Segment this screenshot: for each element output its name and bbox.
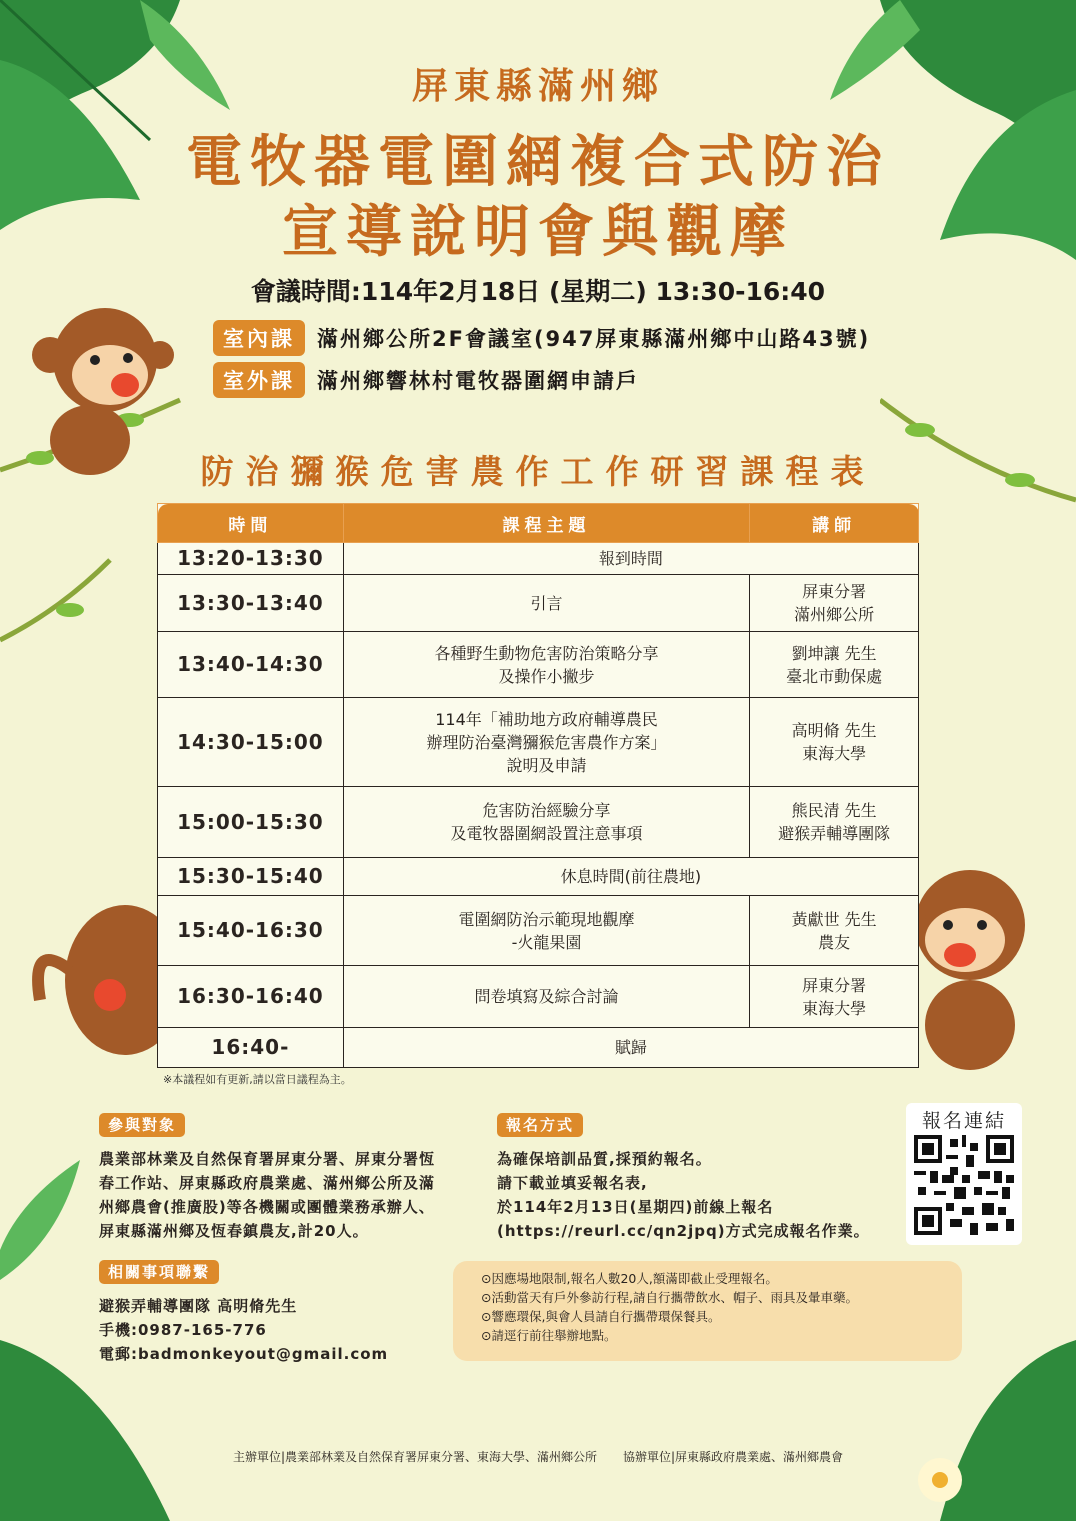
row-time: 13:30-13:40	[158, 575, 344, 632]
header-topic: 課程主題	[343, 504, 749, 543]
row-topic: 各種野生動物危害防治策略分享 及操作小撇步	[343, 632, 749, 698]
location-text: 滿州鄉響林村電牧器圍網申請戶	[317, 369, 639, 393]
registration-link[interactable]: (https://reurl.cc/qn2jpq)方式完成報名作業。	[497, 1222, 870, 1240]
row-time: 15:00-15:30	[158, 787, 344, 858]
table-row	[158, 1028, 919, 1068]
row-speaker: 熊民清 先生 避猴弄輔導團隊	[750, 787, 919, 858]
footer-co-organizer: 協辦單位|屏東縣政府農業處、滿州鄉農會	[623, 1450, 844, 1464]
table-row	[158, 858, 919, 896]
table-row	[158, 787, 919, 858]
location-tag: 室內課	[213, 320, 305, 356]
contact-tag: 相關事項聯繫	[99, 1260, 219, 1284]
table-row	[158, 896, 919, 966]
contact-name: 避猴弄輔導團隊 高明脩先生	[99, 1297, 298, 1315]
registration-line: 於114年2月13日(星期四)前線上報名	[497, 1198, 774, 1216]
location-tag: 室外課	[213, 362, 305, 398]
table-row	[158, 575, 919, 632]
row-time: 16:30-16:40	[158, 966, 344, 1028]
participants-line: 屏東縣滿州鄉及恆春鎮農友,計20人。	[99, 1222, 369, 1240]
row-time: 15:40-16:30	[158, 896, 344, 966]
reminder-item: ⊙因應場地限制,報名人數20人,額滿即截止受理報名。	[481, 1271, 778, 1286]
event-title-line1: 電牧器電圍網複合式防治	[186, 130, 890, 195]
monkey-illustration-bottom-left	[30, 880, 160, 1060]
contact-section	[99, 1261, 388, 1366]
event-subtitle: 屏東縣滿州鄉	[411, 66, 664, 107]
schedule-table	[157, 503, 919, 1068]
registration-text	[497, 1147, 870, 1243]
contact-text	[99, 1294, 388, 1366]
event-title-line2: 宣導說明會與觀摩	[282, 200, 794, 265]
leaf-bottom-right-decoration	[880, 1340, 1076, 1521]
row-time: 16:40-	[158, 1028, 344, 1068]
qr-code-icon[interactable]	[914, 1135, 1014, 1235]
table-header-row	[158, 504, 919, 543]
row-speaker: 屏東分署 東海大學	[750, 966, 919, 1028]
contact-email[interactable]: 電郵:badmonkeyout@gmail.com	[99, 1345, 389, 1363]
row-speaker: 屏東分署 滿州鄉公所	[750, 575, 919, 632]
participants-section	[99, 1114, 435, 1243]
footer-organizers	[0, 1448, 1076, 1465]
row-time: 14:30-15:00	[158, 698, 344, 787]
row-topic: 問卷填寫及綜合討論	[343, 966, 749, 1028]
row-topic: 電圍網防治示範現地觀摩 -火龍果園	[343, 896, 749, 966]
header-time: 時間	[158, 504, 344, 543]
reminder-item: ⊙響應環保,與會人員請自行攜帶環保餐具。	[481, 1309, 721, 1324]
row-topic: 危害防治經驗分享 及電牧器圍網設置注意事項	[343, 787, 749, 858]
row-topic: 休息時間(前往農地)	[343, 858, 918, 896]
table-row	[158, 632, 919, 698]
participants-line: 州鄉農會(推廣股)等各機關或團體業務承辦人、	[99, 1198, 435, 1216]
schedule-note: ※本議程如有更新,請以當日議程為主。	[163, 1073, 352, 1086]
participants-text	[99, 1147, 435, 1243]
schedule-title: 防治獼猴危害農作工作研習課程表	[200, 452, 876, 491]
row-time: 13:40-14:30	[158, 632, 344, 698]
meeting-time: 會議時間:114年2月18日 (星期二) 13:30-16:40	[250, 277, 826, 306]
row-speaker: 黃獻世 先生 農友	[750, 896, 919, 966]
row-topic: 報到時間	[343, 543, 918, 575]
row-speaker: 劉坤讓 先生 臺北市動保處	[750, 632, 919, 698]
row-topic: 114年「補助地方政府輔導農民 辦理防治臺灣獼猴危害農作方案」 說明及申請	[343, 698, 749, 787]
row-topic: 賦歸	[343, 1028, 918, 1068]
reminders-box	[453, 1261, 962, 1361]
row-speaker: 高明脩 先生 東海大學	[750, 698, 919, 787]
reminder-item: ⊙請逕行前往舉辦地點。	[481, 1328, 617, 1343]
participants-line: 農業部林業及自然保育署屏東分署、屏東分署恆	[99, 1150, 436, 1168]
footer-organizer: 主辦單位|農業部林業及自然保育署屏東分署、東海大學、滿州鄉公所	[232, 1450, 597, 1464]
row-topic: 引言	[343, 575, 749, 632]
participants-line: 春工作站、屏東縣政府農業處、滿州鄉公所及滿	[99, 1174, 436, 1192]
registration-line: 為確保培訓品質,採預約報名。	[497, 1150, 712, 1168]
table-row	[158, 966, 919, 1028]
location-indoor	[213, 320, 870, 356]
row-time: 15:30-15:40	[158, 858, 344, 896]
row-time: 13:20-13:30	[158, 543, 344, 575]
table-row	[158, 698, 919, 787]
qr-label: 報名連結	[921, 1110, 1006, 1132]
reminder-item: ⊙活動當天有戶外參訪行程,請自行攜帶飲水、帽子、雨具及暈車藥。	[481, 1290, 858, 1305]
registration-tag: 報名方式	[497, 1113, 583, 1137]
table-row	[158, 543, 919, 575]
header-speaker: 講師	[750, 504, 919, 543]
registration-section	[497, 1114, 870, 1243]
qr-registration[interactable]	[906, 1103, 1022, 1245]
participants-tag: 參與對象	[99, 1113, 185, 1137]
contact-phone[interactable]: 手機:0987-165-776	[99, 1321, 267, 1339]
location-text: 滿州鄉公所2F會議室(947屏東縣滿州鄉中山路43號)	[317, 327, 871, 351]
registration-line: 請下載並填妥報名表,	[497, 1174, 648, 1192]
location-outdoor	[213, 362, 639, 398]
